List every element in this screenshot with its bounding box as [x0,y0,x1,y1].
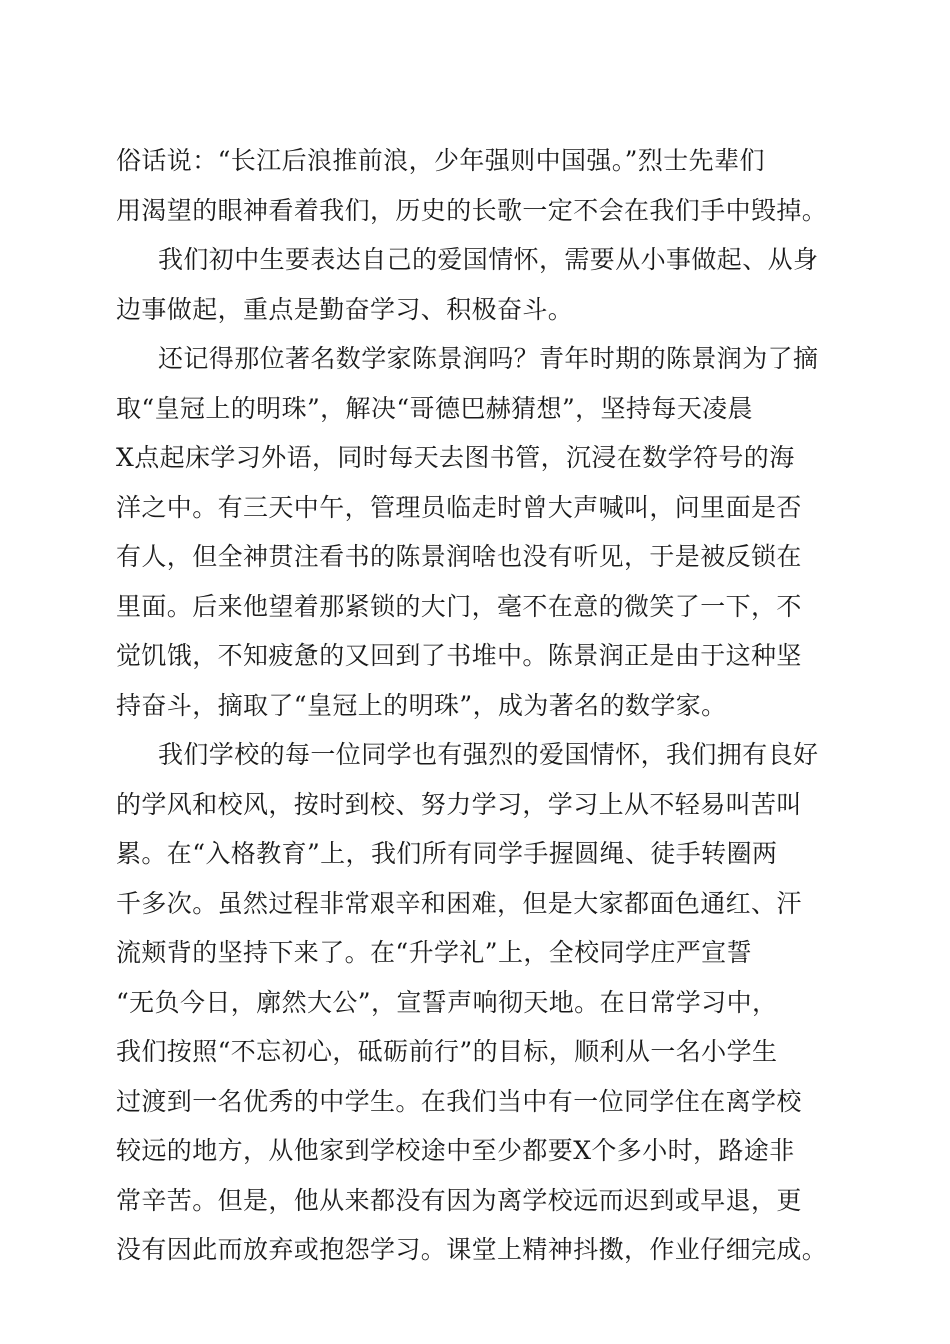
paragraph-start-line: 还记得那位著名数学家陈景润吗？青年时期的陈景润为了摘 [158,344,819,373]
text-line: 流颊背的坚持下来了。在“升学礼”上，全校同学庄严宣誓 [116,938,752,967]
text-line: 较远的地方，从他家到学校途中至少都要X个多小时，路途非 [116,1136,795,1165]
paragraph-start-line: 我们初中生要表达自己的爱国情怀，需要从小事做起、从身 [158,245,819,274]
text-line: 用渴望的眼神看着我们，历史的长歌一定不会在我们手中毁掉。 [116,196,828,225]
text-line: 里面。后来他望着那紧锁的大门，毫不在意的微笑了一下，不 [116,592,802,621]
text-line: 累。在“入格教育”上，我们所有同学手握圆绳、徒手转圈两 [116,839,778,868]
paragraph-start-line: 我们学校的每一位同学也有强烈的爱国情怀，我们拥有良好 [158,740,819,769]
text-line: 洋之中。有三天中午，管理员临走时曾大声喊叫，问里面是否 [116,493,802,522]
text-line: 我们按照“不忘初心，砥砺前行”的目标，顺利从一名小学生 [116,1037,778,1066]
text-line: 俗话说：“长江后浪推前浪，少年强则中国强。”烈士先辈们 [116,146,765,175]
text-line: 千多次。虽然过程非常艰辛和困难，但是大家都面色通红、汗 [116,889,802,918]
text-line: 觉饥饿，不知疲惫的又回到了书堆中。陈景润正是由于这种坚 [116,641,802,670]
text-line: 没有因此而放弃或抱怨学习。课堂上精神抖擞，作业仔细完成。 [116,1235,828,1264]
text-line: “无负今日，廓然大公”，宣誓声响彻天地。在日常学习中， [116,988,778,1017]
text-line: 持奋斗，摘取了“皇冠上的明珠”，成为著名的数学家。 [116,691,727,720]
text-line: 有人，但全神贯注看书的陈景润啥也没有听见，于是被反锁在 [116,542,802,571]
text-line: 常辛苦。但是，他从来都没有因为离学校远而迟到或早退，更 [116,1186,802,1215]
text-line: X点起床学习外语，同时每天去图书管，沉浸在数学符号的海 [116,443,795,472]
text-line: 取“皇冠上的明珠”，解决“哥德巴赫猜想”，坚持每天凌晨 [116,394,753,423]
text-line: 的学风和校风，按时到校、努力学习，学习上从不轻易叫苦叫 [116,790,802,819]
text-line: 边事做起，重点是勤奋学习、积极奋斗。 [116,295,574,324]
text-line: 过渡到一名优秀的中学生。在我们当中有一位同学住在离学校 [116,1087,802,1116]
